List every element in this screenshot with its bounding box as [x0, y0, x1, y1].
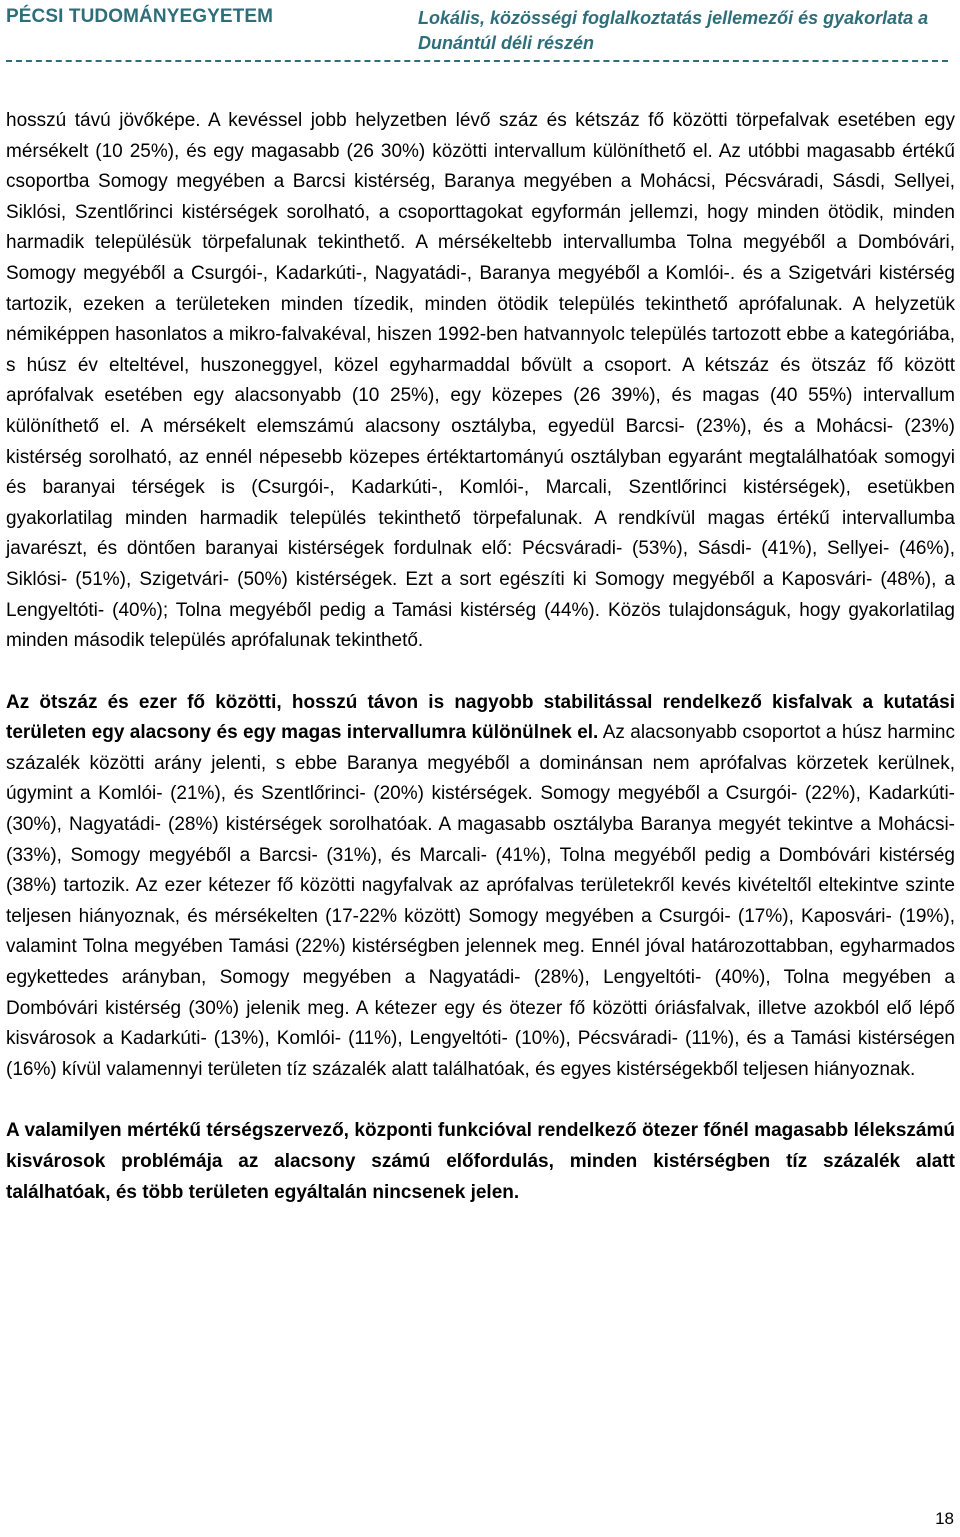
institution-name: PÉCSI TUDOMÁNYEGYETEM: [6, 6, 274, 27]
paragraph-2: [6, 688, 955, 1086]
paragraph-3: [6, 1116, 955, 1208]
paragraph-2-lead: Az ötszáz és ezer fő közötti, hosszú távon is nagyobb stabilitással rendelkező kisfalvak a kutatási területen egy alacsony és egy magas intervallumra különülnek el.: [6, 691, 955, 744]
paragraph-2-body: Az alacsonyabb csoportot a húsz harminc százalék közötti arány jelenti, s ebbe Baranya megyéből a dominánsan nem aprófalvas körzetek kerülnek, úgymint a Komlói- (21%), és Szentlőrinci- (20%) kistérségek. Somogy megyéből a Csurgói- (22%), Kadarkúti- (30%), Nagyatádi- (28%) kistérségek sorolhatóak. A magasabb osztályba Baranya megyét tekintve a Mohácsi- (33%), Somogy megyéből a Barcsi- (31%), és Marcali- (41%), Tolna megyéből pedig a Dombóvári kistérség (38%) tartozik. Az ezer kétezer fő közötti nagyfalvak az aprófalvas területekről kevés kivételtől eltekintve szinte teljesen hiányoznak, és mérsékelten (17-22% között) Somogy megyében a Csurgói- (17%), Kaposvári- (19%), valamint Tolna megyében Tamási (22%) kistérségben jelennek meg. Ennél jóval határozottabban, egyharmados egykettedes arányban, Somogy megyében a Nagyatádi- (28%), Lengyeltóti- (40%), Tolna megyében a Dombóvári kistérség (30%) jelenik meg. A kétezer egy és ötezer fő közötti óriásfalvak, illetve azokból elő lépő kisvárosok a Kadarkúti- (13%), Komlói- (11%), Lengyeltóti- (10%), Pécsváradi- (11%), és a Tamási kistérségen (16%) kívül valamennyi területen tíz százalék alatt találhatóak, és egyes kistérségekből teljesen hiányoznak.: [6, 722, 955, 1080]
paragraph-1: hosszú távú jövőképe. A kevéssel jobb helyzetben lévő száz és kétszáz fő közötti törpefalvak esetében egy mérsékelt (10 25%), és egy magasabb (26 30%) közötti intervallum különíthető el. Az utóbbi magasabb értékű csoportba Somogy megyében a Barcsi kistérség, Baranya megyében a Mohácsi, Pécsváradi, Sásdi, Sellyei, Siklósi, Szentlőrinci kistérségek sorolható, a csoporttagokat egyformán jellemzi, hogy minden ötödik, minden harmadik településük törpefalunak tekinthető. A mérsékeltebb intervallumba Tolna megyéből a Dombóvári, Somogy megyéből a Csurgói-, Kadarkúti-, Nagyatádi-, Baranya megyéből a Komlói-. és a Szigetvári kistérség tartozik, ezeken a területeken minden tízedik, minden ötödik település tekinthető aprófalunak. A helyzetük némiképpen hasonlatos a mikro-falvakéval, hiszen 1992-ben hatvannyolc település tartozott ebbe a kategóriába, s húsz év elteltével, huszoneggyel, közel egyharmaddal bővült a csoport. A kétszáz és ötszáz fő között aprófalvak esetében egy alacsonyabb (10 25%), egy közepes (26 39%), és magas (40 55%) intervallum különíthető el. A mérsékelt elemszámú alacsony osztályba, egyedül Barcsi- (23%), és a Mohácsi- (23%) kistérség sorolható, az ennél népesebb közepes értéktartományú osztályban egyaránt megtalálhatóak somogyi és baranyai térségek is (Csurgói-, Kadarkúti-, Komlói-, Marcali, Szentlőrinci kistérségek), esetükben gyakorlatilag minden harmadik település tekinthető törpefalunak. A rendkívül magas értékű intervallumba javarészt, és döntően baranyai kistérségek fordulnak elő: Pécsváradi- (53%), Sásdi- (41%), Sellyei- (46%), Siklósi- (51%), Szigetvári- (50%) kistérségek. Ezt a sort egészíti ki Somogy megyéből a Kaposvári- (48%), a Lengyeltóti- (40%); Tolna megyéből pedig a Tamási kistérség (44%). Közös tulajdonságuk, hogy gyakorlatilag minden második település aprófalunak tekinthető.: [6, 110, 955, 652]
document-title: [418, 6, 938, 56]
header-divider: [6, 60, 948, 62]
page-number: 18: [935, 1509, 954, 1528]
document-title-line-2: Dunántúl déli részén: [418, 33, 595, 53]
body-text: [6, 106, 955, 1208]
paragraph-3-lead: A valamilyen mértékű térségszervező, központi funkcióval rendelkező ötezer főnél magasabb lélekszámú kisvárosok problémája az alacsony számú előfordulás, minden kistérségben tíz százalék alatt találhatóak, és több területen egyáltalán nincsenek jelen.: [6, 1120, 955, 1203]
page-header: [6, 4, 948, 68]
document-title-line-1: Lokális, közösségi foglalkoztatás jellemezői és gyakorlata a: [418, 8, 929, 28]
